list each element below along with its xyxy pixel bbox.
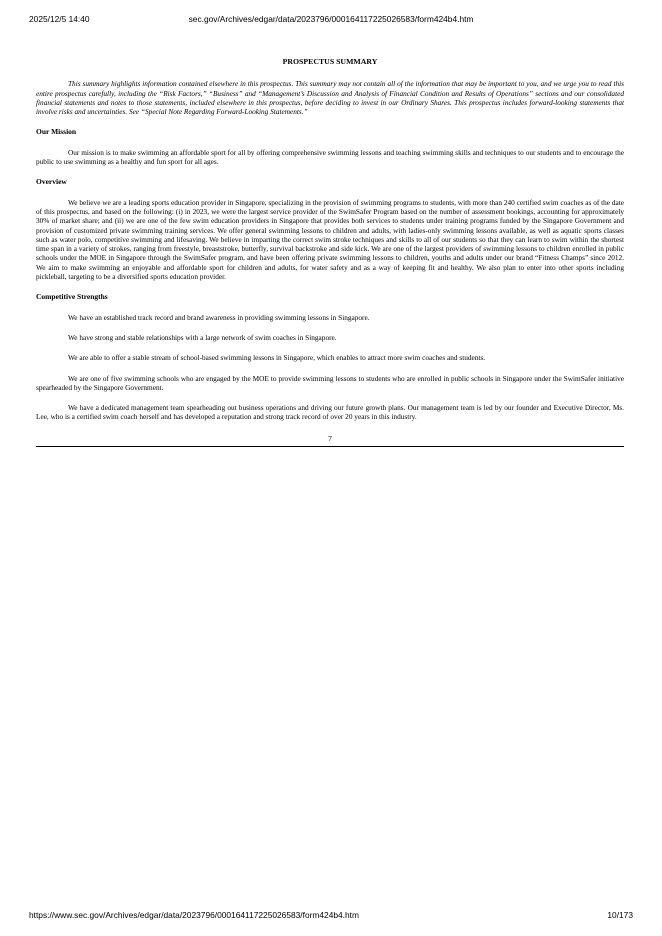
strength-item: We have a dedicated management team spearheading out business operations and driving our future growth plans. Our management team is led by our founder and Executive Director, Ms. Lee, who is a certified swim coach herself and has developed a reputation and strong track record of over 20 years in this industry.	[36, 403, 624, 422]
document-title: PROSPECTUS SUMMARY	[282, 57, 378, 66]
document-body	[36, 57, 624, 447]
page-divider	[36, 446, 624, 447]
print-url: https://www.sec.gov/Archives/edgar/data/2023796/000164117225026583/form424b4.htm	[29, 910, 359, 920]
print-footer	[29, 910, 633, 920]
overview-heading: Overview	[36, 177, 67, 187]
mission-paragraph: Our mission is to make swimming an affordable sport for all by offering comprehensive swimming lessons and teaching swimming skills and techniques to our students and to encourage the public to use swimming as a healthy and fun sport for all ages.	[36, 147, 624, 167]
print-datetime: 2025/12/5 14:40	[29, 14, 90, 24]
print-header	[29, 14, 633, 24]
strengths-heading: Competitive Strengths	[36, 292, 108, 302]
intro-paragraph: This summary highlights information contained elsewhere in this prospectus. This summary may not contain all of the information that may be important to you, and we urge you to read this entire prospectus carefully, including the “Risk Factors,” “Business” and “Management’s Discussion and Analysis of Financial Condition and Results of Operations” sections and our consolidated financial statements and notes to those statements, included elsewhere in this prospectus, before deciding to invest in our Ordinary Shares. This prospectus includes forward-looking statements that involve risks and uncertainties. See “Special Note Regarding Forward-Looking Statements.”	[36, 79, 624, 117]
strength-item: We have an established track record and brand awareness in providing swimming lessons in Singapore.	[68, 312, 370, 322]
overview-paragraph: We believe we are a leading sports education provider in Singapore, specializing in the provision of swimming programs to students, with more than 240 certified swim coaches as of the date of this prospectus, and based on the following: (i) in 2023, we were the largest service provider of the SwimSafer Program based on the number of assessment bookings, accounting for approximately 30% of market share; and (ii) we are one of the few swim education providers in Singapore that provides both services to students under training programs funded by the Singapore Government and provision of customized private swimming training services. We offer general swimming lessons to children and adults, with ladies-only swimming lessons available, as well as aquatic sports classes such as water polo, competitive swimming and lifesaving. We believe in imparting the correct swim stroke techniques and skills to all of our students so that they can learn to swim within the shortest time span in a variety of strokes, ranging from freestyle, breaststroke, butterfly, survival backstroke and side kick. We are one of the largest providers of swimming lessons to children enrolled in public schools under the MOE in Singapore through the SwimSafer program, and have been offering private swimming lessons to children, youths and adults under our brand “Fitness Champs” since 2012. We aim to make swimming an enjoyable and affordable sport for children and adults, for water safety and as a way of keeping fit and healthy. We also plan to enter into other sports including pickleball, targeting to be a diversified sports education provider.	[36, 197, 624, 282]
print-page-title: sec.gov/Archives/edgar/data/2023796/000164117225026583/form424b4.htm	[188, 14, 474, 24]
page-number: 7	[328, 433, 332, 443]
mission-heading: Our Mission	[36, 127, 77, 137]
strength-item: We are able to offer a stable stream of school-based swimming lessons in Singapore, which enables to attract more swim coaches and students.	[68, 353, 486, 363]
strength-item: We are one of five swimming schools who are engaged by the MOE to provide swimming lessons to students who are enrolled in public schools in Singapore under the SwimSafer initiative spearheaded by the Singapore Government.	[36, 373, 624, 392]
strength-item: We have strong and stable relationships with a large network of swim coaches in Singapore.	[68, 332, 337, 342]
print-page-counter: 10/173	[607, 910, 633, 920]
